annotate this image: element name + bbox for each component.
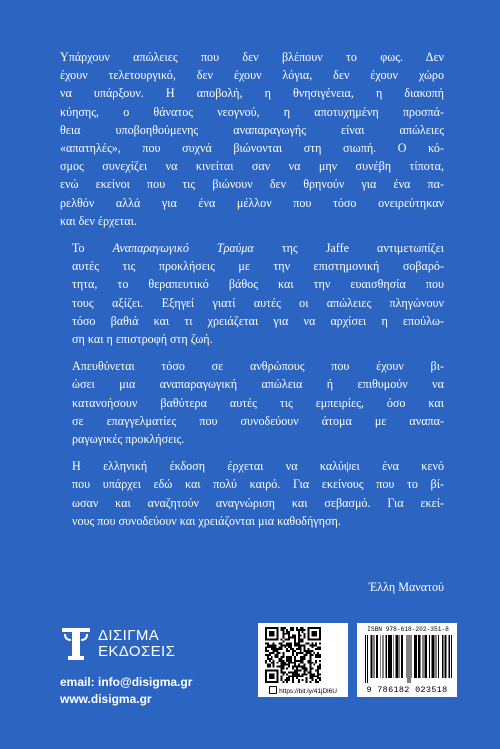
blurb-line: νους που συνοδεύουν και χρειάζονται μια καθοδήγηση. bbox=[72, 513, 341, 528]
blurb-line: τους αξίζει. Εξηγεί γιατί αυτές οι απώλειες πληγώνουν bbox=[72, 295, 444, 310]
blurb-line: σε επαγγελματίες που συνοδεύουν άτομα με αναπα- bbox=[72, 413, 444, 428]
blurb-line: έχουν τελετουργικό, δεν έχουν λόγια, δεν έχουν χώρο bbox=[60, 68, 444, 83]
barcode-icon bbox=[365, 635, 453, 683]
isbn-digits: 9 786182 023518 bbox=[366, 685, 448, 695]
disigma-pillar-logo-icon bbox=[60, 626, 92, 662]
qr-url: https://bit.ly/41jDl6U bbox=[279, 688, 337, 695]
blurb-line: Το Αναπαραγωγικό Τραύμα της Jaffe αντιμετωπίζει bbox=[72, 241, 445, 256]
blurb-paragraph bbox=[60, 239, 444, 348]
publisher-website: www.disigma.gr bbox=[60, 692, 152, 706]
blurb-line: αυτές τις προκλήσεις με την επιστημονική σοβαρό- bbox=[72, 259, 444, 274]
link-icon bbox=[269, 686, 277, 694]
blurb-line: που υπάρχει εδώ και πολύ καιρό. Για εκείνους που το βί- bbox=[72, 477, 444, 492]
publisher-logo bbox=[60, 626, 220, 662]
blurb-line: Απευθύνεται τόσο σε ανθρώπους που έχουν βι- bbox=[72, 359, 444, 374]
blurb-paragraph bbox=[60, 457, 444, 530]
publisher-name-line1: ΔΙΣΙΓΜΑ bbox=[98, 627, 160, 644]
blurb-line: θεια υποβοηθούμενης αναπαραγωγής είναι απώλειες bbox=[60, 122, 444, 137]
publisher-name-line2: ΕΚΔΟΣΕΙΣ bbox=[98, 643, 176, 660]
blurb-line: ώσει μια αναπαραγωγική απώλεια ή επιθυμούν να bbox=[72, 377, 444, 392]
blurb-line: σμος συνεχίζει να κινείται σαν να μην συνέβη τίποτα, bbox=[60, 159, 444, 174]
qr-code-icon bbox=[265, 627, 321, 683]
blurb-line: τόσο βαθιά και τι χρειάζεται για να αρχίσει η επούλω- bbox=[72, 313, 444, 328]
blurb-line: και δεν έρχεται. bbox=[60, 213, 137, 228]
blurb-line: να υπάρξουν. Η αποβολή, η θνησιγένεια, η διακοπή bbox=[60, 86, 444, 101]
blurb-line: ενώ εκείνοι που τις βιώνουν δεν θρηνούν για ένα πα- bbox=[60, 177, 444, 192]
isbn-label: ISBN 978-618-202-351-8 bbox=[367, 626, 449, 633]
qr-block bbox=[258, 623, 348, 697]
book-title: Αναπαραγωγικό Τραύμα bbox=[112, 241, 254, 256]
blurb-text bbox=[60, 48, 444, 539]
blurb-line: ραγωγικές προκλήσεις. bbox=[72, 432, 185, 447]
blurb-line: Η ελληνική έκδοση έρχεται να καλύψει ένα κενό bbox=[72, 459, 444, 474]
blurb-line: «απατηλές», που συχνά βιώνονται στη σιωπή. Ο κό- bbox=[60, 141, 444, 156]
blurb-line: κύησης, ο θάνατος νεογνού, η αποτυχημένη προσπά- bbox=[60, 104, 444, 119]
signature: Έλλη Μανατού bbox=[368, 580, 444, 594]
blurb-paragraph bbox=[60, 48, 444, 230]
isbn-block bbox=[357, 623, 457, 697]
blurb-line: ρελθόν αλλά για ένα μέλλον που τόσο ονειρεύτηκαν bbox=[60, 195, 444, 210]
blurb-line: τητα, το θεραπευτικό βάθος και την ευαισθησία που bbox=[72, 277, 444, 292]
publisher-email: email: info@disigma.gr bbox=[60, 675, 193, 689]
blurb-line: ση και η επιστροφή στη ζωή. bbox=[72, 332, 213, 347]
blurb-paragraph bbox=[60, 357, 444, 448]
publisher-contact bbox=[60, 674, 220, 708]
blurb-line: Υπάρχουν απώλειες που δεν βλέπουν το φως. Δεν bbox=[60, 50, 444, 64]
blurb-line: ωσαν και αναζητούν αναγνώριση και σεβασμό. Για εκεί- bbox=[72, 495, 444, 510]
publisher-block bbox=[60, 626, 220, 708]
qr-url-row bbox=[261, 686, 345, 695]
blurb-line: κατανοήσουν βαθύτερα αυτές τις εμπειρίες, όσο και bbox=[72, 395, 444, 410]
